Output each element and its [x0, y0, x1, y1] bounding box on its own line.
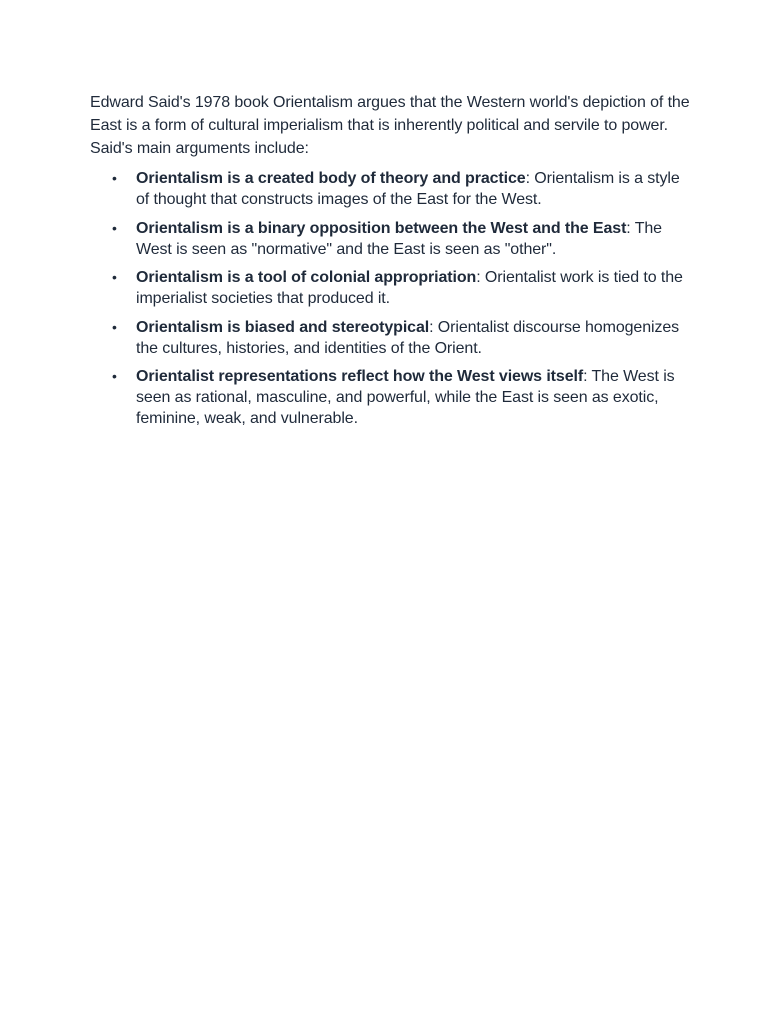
intro-paragraph: Edward Said's 1978 book Orientalism argues that the Western world's depiction of the East is a form of cultural imperialism that is inherently political and servile to power. Said's main arguments include: [90, 94, 690, 157]
argument-text: : The West is seen as rational, masculine, and powerful, while the East is seen as exotic, feminine, weak, and vulnerable. [136, 368, 675, 427]
argument-text: : The West is seen as "normative" and the East is seen as "other". [136, 219, 662, 258]
argument-text: : Orientalism is a style of thought that constructs images of the East for the West. [136, 170, 680, 208]
list-item [90, 218, 690, 260]
list-item [90, 267, 690, 309]
argument-title: Orientalism is a binary opposition between the West and the East [136, 219, 627, 237]
bullet-icon: • [112, 318, 117, 335]
bullet-icon: • [112, 170, 117, 186]
bullet-icon: • [112, 219, 117, 236]
argument-title: Orientalism is a created body of theory and practice [136, 170, 526, 187]
argument-text: : Orientalist work is tied to the imperialist societies that produced it. [136, 269, 683, 307]
bullet-icon: • [112, 368, 117, 384]
argument-text: : Orientalist discourse homogenizes the cultures, histories, and identities of the Orient. [136, 318, 680, 357]
argument-title: Orientalism is biased and stereotypical [136, 318, 430, 336]
argument-title: Orientalism is a tool of colonial appropriation [136, 269, 477, 286]
list-item [90, 317, 690, 359]
document-page [90, 91, 690, 437]
argument-title: Orientalist representations reflect how the West views itself [136, 368, 584, 385]
list-item [90, 366, 690, 429]
arguments-list [90, 168, 690, 429]
list-item [90, 168, 690, 210]
bullet-icon: • [112, 269, 117, 285]
